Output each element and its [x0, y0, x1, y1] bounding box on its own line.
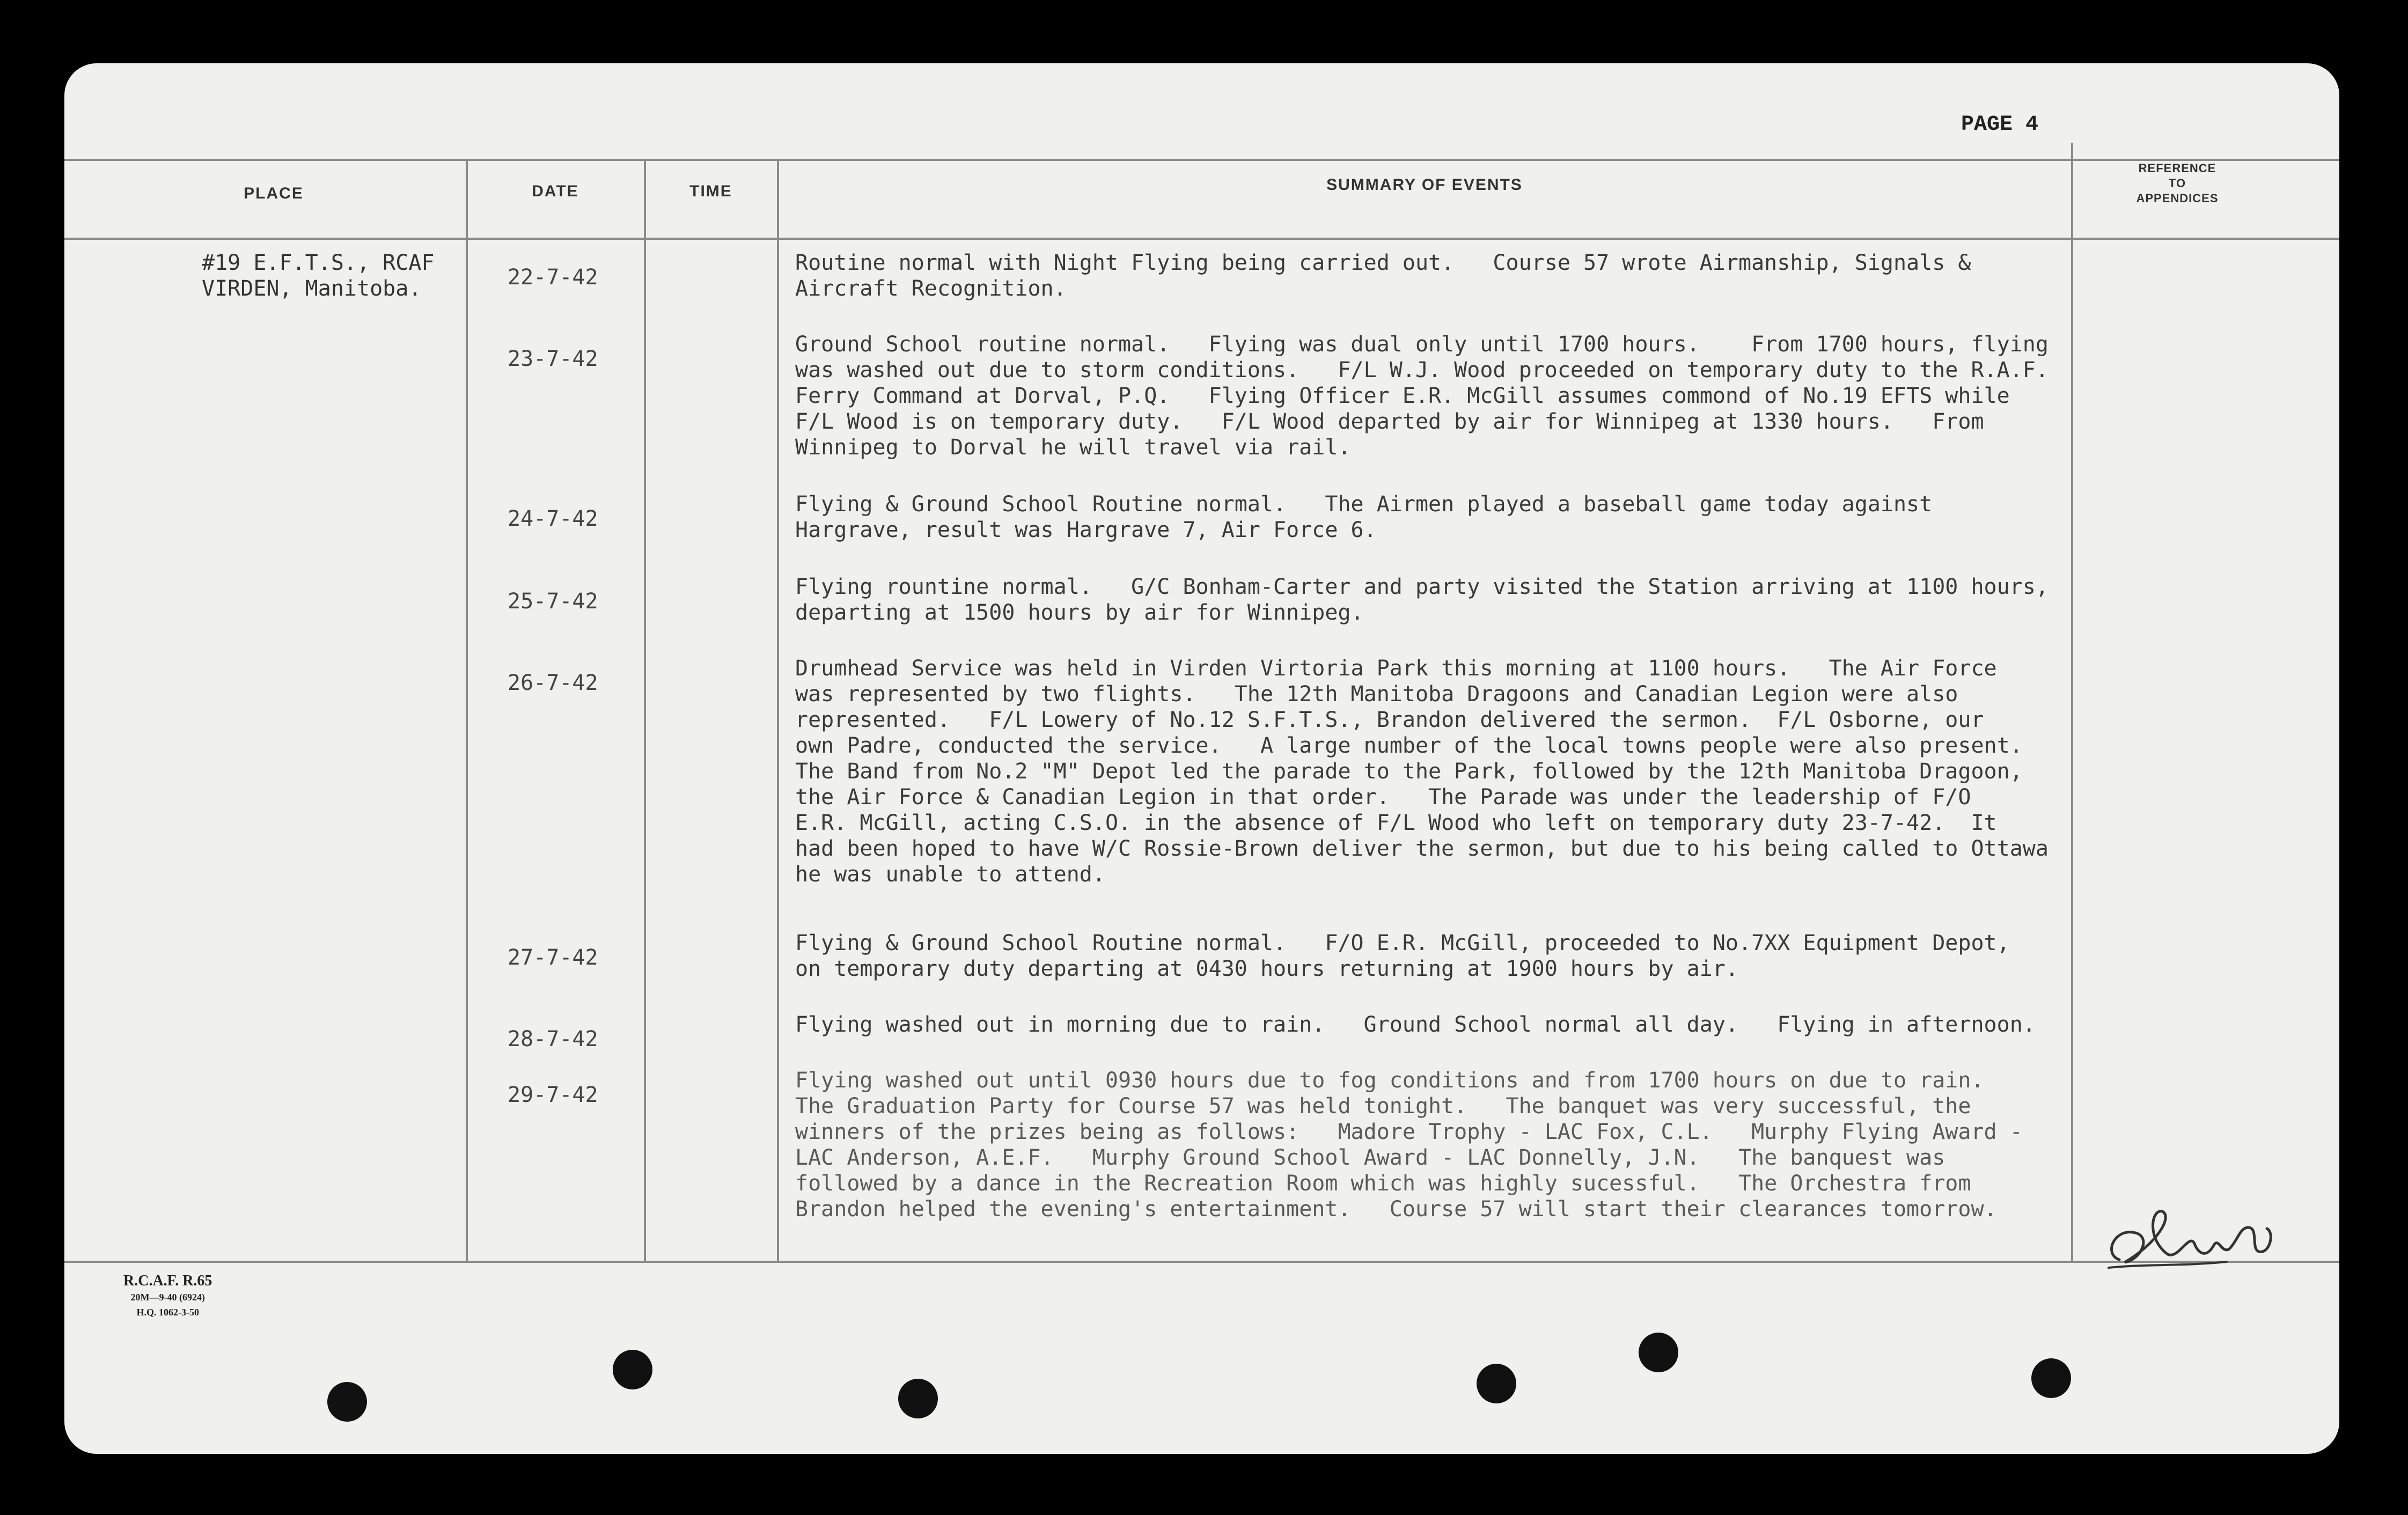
punch-hole — [2031, 1358, 2071, 1398]
punch-hole — [898, 1379, 938, 1418]
entry-date: 23-7-42 — [508, 347, 598, 371]
punch-hole — [1639, 1333, 1678, 1372]
entry-summary: Flying washed out in morning due to rain. Ground School normal all day. Flying in afternoon. — [795, 1012, 2036, 1037]
place-header: PLACE — [244, 185, 304, 202]
entry-date: 24-7-42 — [508, 506, 598, 531]
time-summary-divider — [777, 159, 779, 1262]
page-number: PAGE 4 — [1961, 113, 2039, 137]
entry-date: 22-7-42 — [508, 265, 598, 290]
punch-hole — [327, 1382, 367, 1422]
entry-summary: Drumhead Service was held in Virden Virtoria Park this morning at 1100 hours. The Air Force was represented by two flights. The 12th Manitoba Dragoons and Canadian Legion were also represented. F/L Lowery of No.12 S.F.T.S., Brandon delivered the sermon. F/L Osborne, our own Padre, conducted the service. A large number of the local towns people were also present. The Band from No.2 "M" Depot led the parade to the Park, followed by the 12th Manitoba Dragoon, the Air Force & Canadian Legion in that order. The Parade was under the leadership of F/O E.R. McGill, acting C.S.O. in the absence of F/L Wood who left on temporary duty 23-7-42. It had been hoped to have W/C Rossie-Brown deliver the sermon, but due to his being called to Ottawa he was unable to attend. — [795, 656, 2049, 887]
date-header: DATE — [532, 182, 579, 200]
place-text: #19 E.F.T.S., RCAF VIRDEN, Manitoba. — [202, 251, 435, 301]
punch-hole — [1477, 1364, 1516, 1403]
entry-summary: Ground School routine normal. Flying was dual only until 1700 hours. From 1700 hours, flying was washed out due to storm conditions. F/L W.J. Wood proceeded on temporary duty to the R.A.F. Ferry Command at Dorval, P.Q. Flying Officer E.R. McGill assumes commond of No.19 EFTS while F/L Wood is on temporary duty. F/L Wood departed by air for Winnipeg at 1330 hours. From Winnipeg to Dorval he will travel via rail. — [795, 332, 2049, 460]
entry-summary: Flying rountine normal. G/C Bonham-Carter and party visited the Station arriving at 1100 hours, departing at 1500 hours by air for Winnipeg. — [795, 575, 2049, 625]
table-bottom-rule — [64, 1261, 2339, 1263]
entry-date: 25-7-42 — [508, 589, 598, 614]
punch-hole — [613, 1350, 652, 1389]
place-date-divider — [466, 159, 468, 1262]
entry-date: 28-7-42 — [508, 1027, 598, 1051]
entry-date: 29-7-42 — [508, 1083, 598, 1107]
header-top-rule — [64, 159, 2339, 161]
entry-summary: Flying & Ground School Routine normal. The Airmen played a baseball game today against Hargrave, result was Hargrave 7, Air Force 6. — [795, 492, 1933, 542]
entry-summary: Flying & Ground School Routine normal. F/O E.R. McGill, proceeded to No.7XX Equipment Depot, on temporary duty departing at 0430 hours returning at 1900 hours by air. — [795, 931, 2010, 981]
entry-date: 26-7-42 — [508, 671, 598, 695]
entry-summary: Routine normal with Night Flying being carried out. Course 57 wrote Airmanship, Signals & Aircraft Recognition. — [795, 251, 1971, 301]
reference-header: REFERENCE TO APPENDICES — [2136, 161, 2219, 205]
header-bottom-rule — [64, 238, 2339, 240]
time-header: TIME — [689, 182, 732, 200]
entry-date: 27-7-42 — [508, 945, 598, 970]
entry-summary: Flying washed out until 0930 hours due to fog conditions and from 1700 hours on due to rain. The Graduation Party for Course 57 was held tonight. The banquet was very successful, the winners of the prizes being as follows: Madore Trophy - LAC Fox, C.L. Murphy Flying Award - LAC Anderson, A.E.F. Murphy Ground School Award - LAC Donnelly, J.N. The banquest was followed by a dance in the Recreation Room which was highly sucessful. The Orchestra from Brandon helped the evening's entertainment. Course 57 will start their clearances tomorrow. — [795, 1068, 2023, 1222]
signature-initials — [2098, 1195, 2312, 1281]
date-time-divider — [644, 159, 646, 1262]
diary-form-card — [64, 63, 2339, 1454]
summary-header: SUMMARY OF EVENTS — [1326, 176, 1523, 194]
form-code: R.C.A.F. R.65 20M—9-40 (6924) H.Q. 1062-3-50 — [123, 1273, 212, 1318]
